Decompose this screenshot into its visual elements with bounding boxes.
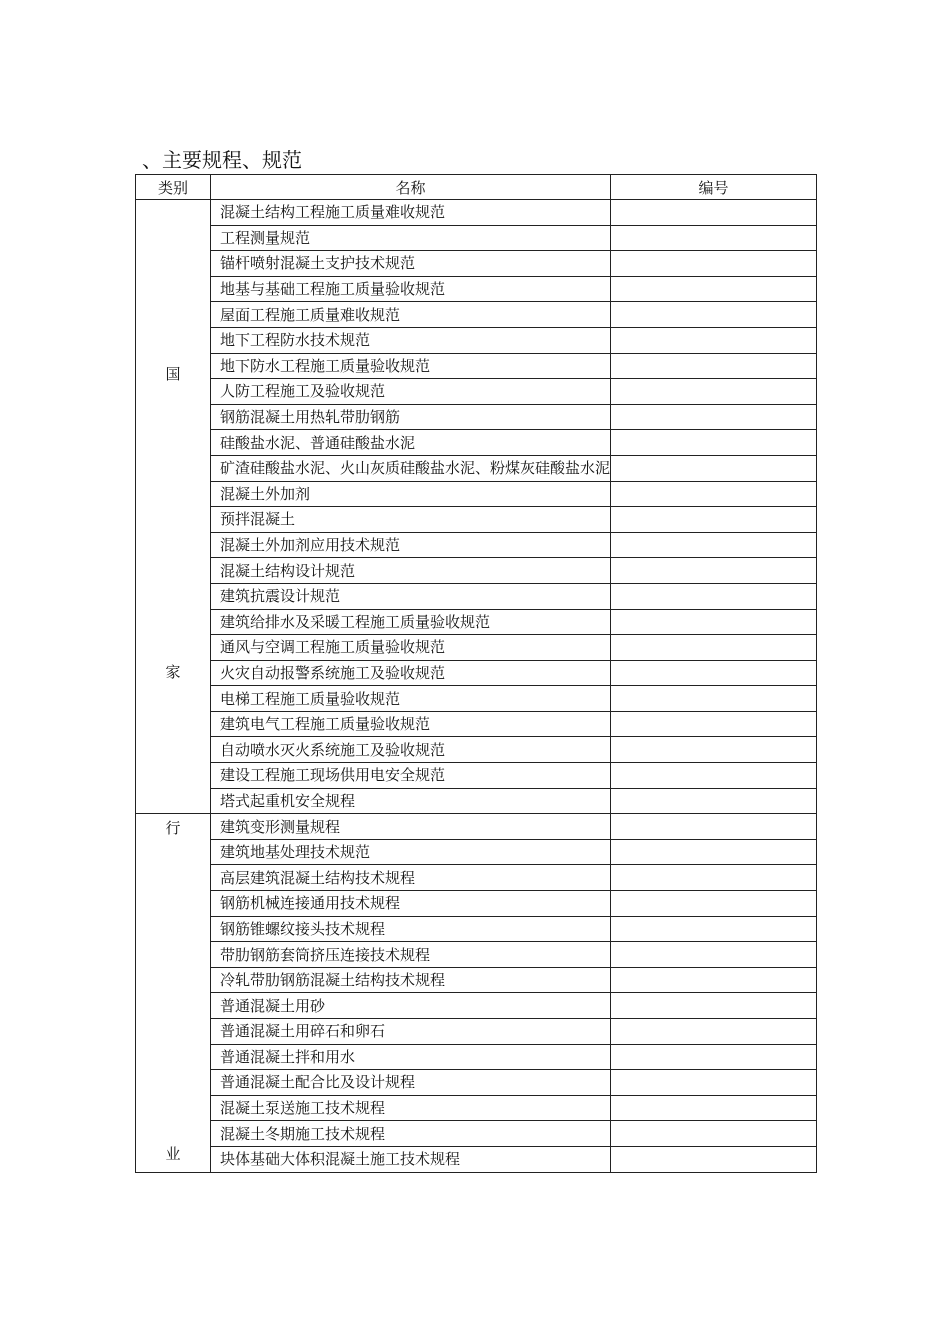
table-row xyxy=(136,251,817,277)
standard-number-cell xyxy=(611,737,817,763)
standard-name-cell: 建设工程施工现场供用电安全规范 xyxy=(211,763,611,789)
table-row xyxy=(136,993,817,1019)
standard-name-cell: 块体基础大体积混凝土施工技术规程 xyxy=(211,1146,611,1172)
standard-name-cell: 人防工程施工及验收规范 xyxy=(211,379,611,405)
standard-name-cell: 屋面工程施工质量难收规范 xyxy=(211,302,611,328)
standard-name-cell: 电梯工程施工质量验收规范 xyxy=(211,686,611,712)
standard-number-cell xyxy=(611,1095,817,1121)
table-row xyxy=(136,481,817,507)
standard-number-cell xyxy=(611,1044,817,1070)
standard-name-cell: 带肋钢筋套筒挤压连接技术规程 xyxy=(211,942,611,968)
standard-number-cell xyxy=(611,430,817,456)
table-row xyxy=(136,430,817,456)
header-number: 编号 xyxy=(611,175,817,200)
standard-number-cell xyxy=(611,558,817,584)
standard-name-cell: 建筑地基处理技术规范 xyxy=(211,839,611,865)
standard-number-cell xyxy=(611,200,817,226)
standard-name-cell: 钢筋混凝土用热轧带肋钢筋 xyxy=(211,404,611,430)
standard-name-cell: 混凝土外加剂 xyxy=(211,481,611,507)
standard-name-cell: 建筑电气工程施工质量验收规范 xyxy=(211,711,611,737)
standard-number-cell xyxy=(611,660,817,686)
standard-name-cell: 混凝土冬期施工技术规程 xyxy=(211,1121,611,1147)
standard-name-cell: 高层建筑混凝土结构技术规程 xyxy=(211,865,611,891)
table-row xyxy=(136,1019,817,1045)
standard-number-cell xyxy=(611,942,817,968)
standard-name-cell: 混凝土结构设计规范 xyxy=(211,558,611,584)
standard-number-cell xyxy=(611,711,817,737)
standard-number-cell xyxy=(611,1070,817,1096)
standard-number-cell xyxy=(611,1146,817,1172)
standard-name-cell: 普通混凝土配合比及设计规程 xyxy=(211,1070,611,1096)
standard-number-cell xyxy=(611,225,817,251)
standard-name-cell: 普通混凝土用砂 xyxy=(211,993,611,1019)
table-row xyxy=(136,455,817,481)
standard-number-cell xyxy=(611,276,817,302)
standard-name-cell: 塔式起重机安全规程 xyxy=(211,788,611,814)
table-row xyxy=(136,1070,817,1096)
table-row xyxy=(136,200,817,226)
standard-name-cell: 建筑给排水及采暖工程施工质量验收规范 xyxy=(211,609,611,635)
standard-number-cell xyxy=(611,507,817,533)
table-row xyxy=(136,302,817,328)
standard-number-cell xyxy=(611,891,817,917)
standard-name-cell: 混凝土泵送施工技术规程 xyxy=(211,1095,611,1121)
standard-number-cell xyxy=(611,327,817,353)
table-row xyxy=(136,225,817,251)
page-title: 、主要规程、规范 xyxy=(142,148,302,172)
table-row xyxy=(136,327,817,353)
table-row xyxy=(136,635,817,661)
standard-name-cell: 普通混凝土用碎石和卵石 xyxy=(211,1019,611,1045)
table-row xyxy=(136,916,817,942)
standard-name-cell: 矿渣硅酸盐水泥、火山灰质硅酸盐水泥、粉煤灰硅酸盐水泥 xyxy=(211,455,611,481)
standard-number-cell xyxy=(611,814,817,840)
standard-name-cell: 工程测量规范 xyxy=(211,225,611,251)
standard-name-cell: 普通混凝土拌和用水 xyxy=(211,1044,611,1070)
standard-name-cell: 火灾自动报警系统施工及验收规范 xyxy=(211,660,611,686)
standard-name-cell: 通风与空调工程施工质量验收规范 xyxy=(211,635,611,661)
standard-number-cell xyxy=(611,916,817,942)
table-row xyxy=(136,711,817,737)
table-row xyxy=(136,891,817,917)
header-category: 类别 xyxy=(136,175,211,200)
standard-name-cell: 混凝土结构工程施工质量难收规范 xyxy=(211,200,611,226)
table-row xyxy=(136,1146,817,1172)
table-row xyxy=(136,737,817,763)
standard-number-cell xyxy=(611,481,817,507)
table-row xyxy=(136,942,817,968)
standard-name-cell: 建筑抗震设计规范 xyxy=(211,583,611,609)
table-row xyxy=(136,1044,817,1070)
table-row xyxy=(136,686,817,712)
standard-number-cell xyxy=(611,993,817,1019)
standard-number-cell xyxy=(611,1121,817,1147)
category-cell xyxy=(136,814,211,1172)
table-body xyxy=(136,200,817,1173)
standard-number-cell xyxy=(611,609,817,635)
standard-name-cell: 地下工程防水技术规范 xyxy=(211,327,611,353)
table-row xyxy=(136,865,817,891)
table-row xyxy=(136,276,817,302)
standard-number-cell xyxy=(611,635,817,661)
standard-number-cell xyxy=(611,686,817,712)
standard-number-cell xyxy=(611,865,817,891)
standard-name-cell: 地下防水工程施工质量验收规范 xyxy=(211,353,611,379)
table-row xyxy=(136,404,817,430)
header-name: 名称 xyxy=(211,175,611,200)
standards-table-container xyxy=(135,174,816,1173)
standard-number-cell xyxy=(611,1019,817,1045)
standard-number-cell xyxy=(611,404,817,430)
table-row xyxy=(136,839,817,865)
standard-name-cell: 冷轧带肋钢筋混凝土结构技术规程 xyxy=(211,967,611,993)
table-row xyxy=(136,763,817,789)
category-char: 业 xyxy=(165,1145,181,1164)
standards-table xyxy=(135,174,817,1173)
standard-number-cell xyxy=(611,583,817,609)
table-row xyxy=(136,967,817,993)
table-row xyxy=(136,1095,817,1121)
standard-name-cell: 钢筋锥螺纹接头技术规程 xyxy=(211,916,611,942)
table-row xyxy=(136,609,817,635)
table-row xyxy=(136,379,817,405)
table-row xyxy=(136,353,817,379)
category-cell xyxy=(136,200,211,814)
standard-number-cell xyxy=(611,353,817,379)
standard-number-cell xyxy=(611,839,817,865)
standard-number-cell xyxy=(611,251,817,277)
standard-name-cell: 钢筋机械连接通用技术规程 xyxy=(211,891,611,917)
standard-name-cell: 硅酸盐水泥、普通硅酸盐水泥 xyxy=(211,430,611,456)
table-header-row xyxy=(136,175,817,200)
standard-name-cell: 地基与基础工程施工质量验收规范 xyxy=(211,276,611,302)
category-char: 行 xyxy=(165,819,181,838)
table-row xyxy=(136,507,817,533)
standard-number-cell xyxy=(611,302,817,328)
standard-number-cell xyxy=(611,532,817,558)
standard-name-cell: 自动喷水灭火系统施工及验收规范 xyxy=(211,737,611,763)
table-row xyxy=(136,1121,817,1147)
table-row xyxy=(136,788,817,814)
standard-number-cell xyxy=(611,763,817,789)
table-row xyxy=(136,660,817,686)
standard-name-cell: 预拌混凝土 xyxy=(211,507,611,533)
category-char: 国 xyxy=(165,365,181,383)
standard-number-cell xyxy=(611,967,817,993)
standard-name-cell: 建筑变形测量规程 xyxy=(211,814,611,840)
standard-number-cell xyxy=(611,379,817,405)
category-char: 家 xyxy=(165,663,181,681)
standard-name-cell: 锚杆喷射混凝土支护技术规范 xyxy=(211,251,611,277)
table-row xyxy=(136,532,817,558)
standard-number-cell xyxy=(611,788,817,814)
table-row xyxy=(136,814,817,840)
standard-number-cell xyxy=(611,455,817,481)
table-row xyxy=(136,558,817,584)
standard-name-cell: 混凝土外加剂应用技术规范 xyxy=(211,532,611,558)
table-row xyxy=(136,583,817,609)
